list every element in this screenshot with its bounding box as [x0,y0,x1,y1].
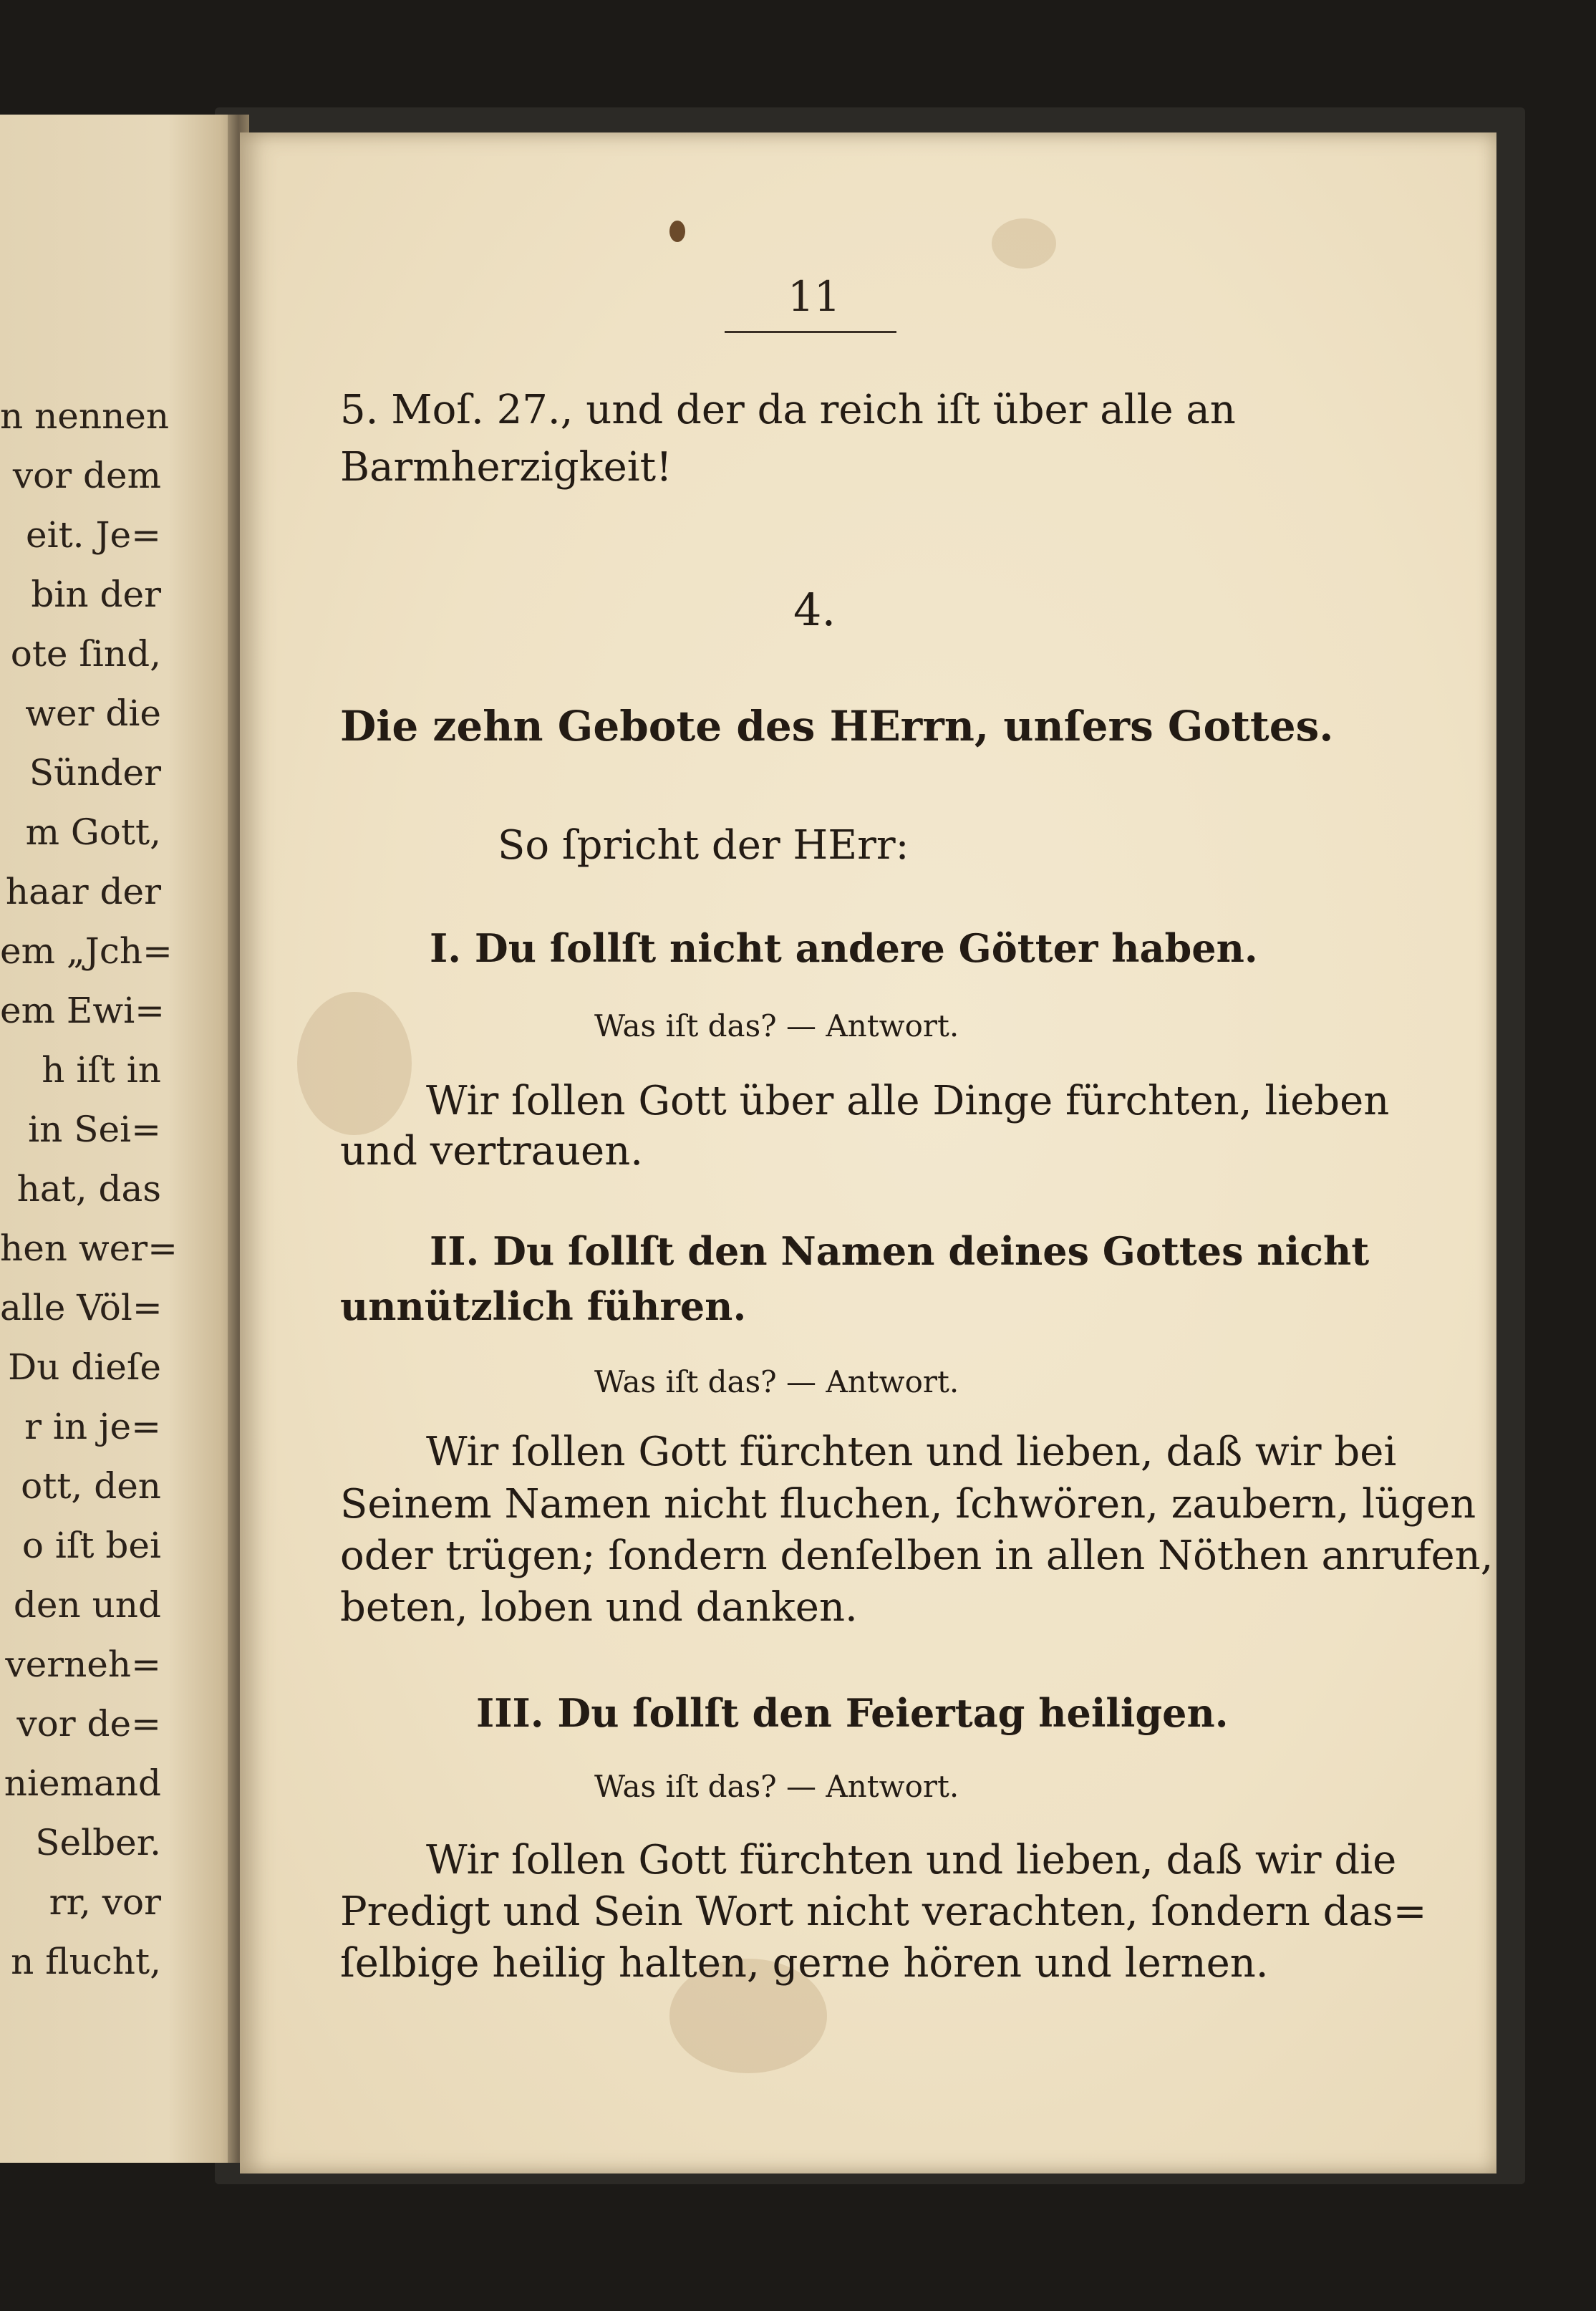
commandment-heading: I. Du ſollſt nicht andere Götter haben. [430,925,1258,971]
ink-spot [669,221,685,242]
left-line: m Gott, [25,811,161,853]
left-line: Selber. [35,1822,161,1863]
section-title: Die zehn Gebote des HErrn, unſers Gottes. [340,702,1334,751]
intro-line: Barmherzigkeit! [340,444,672,491]
left-line: n nennen [0,395,170,437]
intro-line: 5. Moſ. 27., und der da reich iſt über alle an [340,387,1236,433]
commandment-heading: unnützlich führen. [340,1283,747,1329]
left-line: Du dieſe [8,1346,161,1388]
answer-line: Wir ſollen Gott über alle Dinge fürchten, lieben [426,1078,1390,1124]
left-line: eit. Je= [26,514,161,556]
paper-stain [992,218,1056,269]
page-number-rule [725,331,896,333]
answer-line: Wir ſollen Gott fürchten und lieben, daß wir die [426,1837,1397,1883]
left-page [0,115,240,2163]
left-line: wer die [25,693,161,734]
answer-line: oder trügen; ſondern denſelben in allen Nöthen anrufen, [340,1533,1494,1579]
left-line: verneh= [5,1644,161,1685]
left-line: o iſt bei [21,1525,161,1566]
left-line: haar der [5,871,161,912]
left-line: n flucht, [11,1941,161,1982]
question-line: Was iſt das? — Antwort. [594,1008,959,1043]
question-line: Was iſt das? — Antwort. [594,1364,959,1399]
left-page-text [0,387,229,1992]
left-line: ote ſind, [10,633,161,675]
left-line: in Sei= [28,1109,161,1150]
paper-stain [297,992,412,1135]
left-line: ott, den [21,1465,161,1507]
left-line: rr, vor [49,1881,161,1923]
answer-line: ſelbige heilig halten, gerne hören und lernen. [340,1940,1269,1987]
left-line: em Ewi= [0,990,165,1031]
commandment-heading: II. Du ſollſt den Namen deines Gottes nicht [430,1228,1370,1274]
answer-line: beten, loben und danken. [340,1584,858,1631]
section-number: 4. [793,584,836,636]
left-line: den und [13,1584,161,1626]
left-line: em „Jch= [0,930,173,972]
left-line: vor dem [12,455,161,496]
left-line: h iſt in [42,1049,161,1091]
left-line: vor de= [16,1703,161,1745]
lead-line: So ſpricht der HErr: [498,822,909,869]
left-line: bin der [31,574,161,615]
answer-line: Seinem Namen nicht fluchen, ſchwören, zaubern, lügen [340,1481,1476,1528]
answer-line: Wir ſollen Gott fürchten und lieben, daß wir bei [426,1429,1397,1475]
answer-line: und vertrauen. [340,1128,644,1174]
commandment-heading: III. Du ſollſt den Feiertag heiligen. [476,1690,1229,1736]
left-line: r in je= [24,1406,161,1447]
answer-line: Predigt und Sein Wort nicht verachten, ſondern das= [340,1888,1427,1935]
left-line: hat, das [16,1168,161,1210]
left-line: hen wer= [0,1227,178,1269]
left-line: alle Völ= [0,1287,163,1328]
question-line: Was iſt das? — Antwort. [594,1769,959,1804]
page-number: 11 [788,272,841,321]
left-line: niemand [4,1762,161,1804]
left-line: Sünder [29,752,161,793]
